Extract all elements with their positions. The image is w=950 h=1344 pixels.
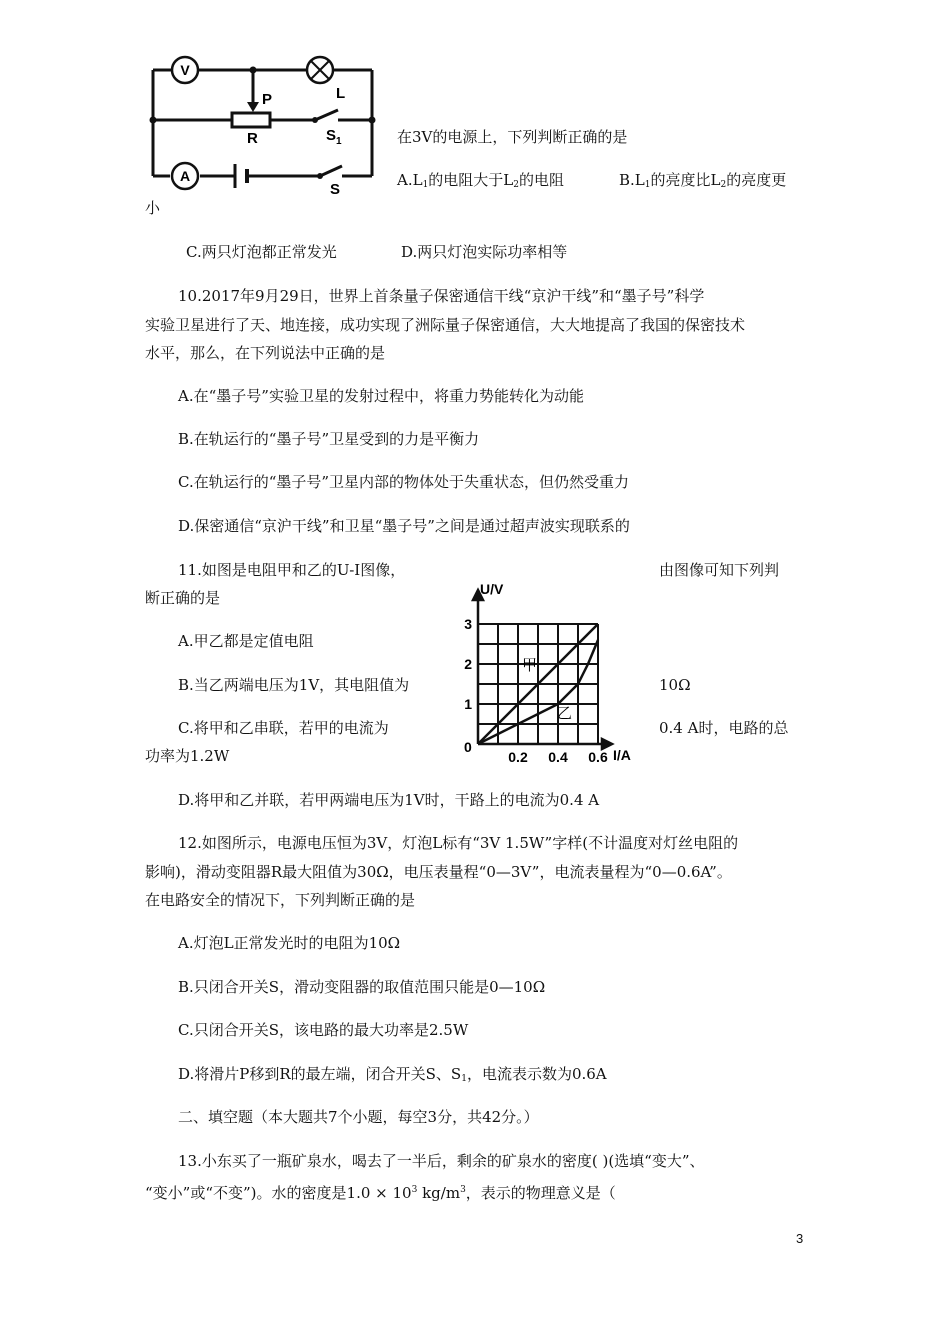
q10-option-d: D.保密通信“京沪干线”和卫星“墨子号”之间是通过超声波实现联系的: [178, 517, 630, 535]
q11-option-c-right: 0.4 A时，电路的总: [659, 719, 789, 737]
q12-option-a: A.灯泡L正常发光时的电阻为10Ω: [178, 934, 401, 952]
q10-stem-line1: 10.2017年9月29日，世界上首条量子保密通信干线“京沪干线”和“墨子号”科学: [178, 287, 705, 305]
q12-stem-line3: 在电路安全的情况下，下列判断正确的是: [145, 891, 416, 909]
switch-s-label: S: [330, 181, 341, 198]
voltmeter-label: V: [180, 62, 190, 78]
q9-option-b: $B.L_1$的亮度比$L_2$的亮度更: [619, 171, 787, 190]
y-axis-label: U/V: [480, 581, 504, 597]
x-tick-label: 0.6: [588, 749, 608, 765]
q11-option-d: D.将甲和乙并联，若甲两端电压为1V时，干路上的电流为0.4 A: [178, 791, 600, 809]
q11-stem-right: 由图像可知下列判: [659, 561, 780, 579]
q10-option-b: B.在轨运行的“墨子号”卫星受到的力是平衡力: [178, 430, 480, 448]
y-tick-label: 3: [464, 616, 472, 632]
lamp-symbol: [307, 57, 333, 83]
section-heading: 二、填空题（本大题共7个小题，每空3分，共42分。）: [178, 1108, 539, 1126]
q11-option-c-left: C.将甲和乙串联，若甲的电流为: [178, 719, 389, 737]
u-i-graph: [440, 580, 640, 770]
ammeter-label: A: [179, 168, 191, 184]
q9-intro-tail: 在3V的电源上，下列判断正确的是: [397, 128, 628, 146]
page-number: 3: [796, 1231, 804, 1246]
q11-stem-wrap: 断正确的是: [145, 589, 221, 607]
q11-stem-left: 11.如图是电阻甲和乙的U-I图像，: [178, 561, 406, 579]
x-axis-label: I/A: [613, 747, 631, 763]
lamp-label: L: [336, 85, 346, 102]
origin-label: 0: [464, 739, 472, 755]
q12-stem-line1: 12.如图所示，电源电压恒为3V，灯泡L标有“3V 1.5W”字样(不计温度对灯丝电阻的: [178, 834, 739, 852]
switch-s1-label: $S_1$: [326, 127, 342, 147]
q12-option-c: C.只闭合开关S，该电路的最大功率是2.5W: [178, 1021, 469, 1039]
curve-label-yi: 乙: [557, 705, 573, 722]
q10-stem-line3: 水平，那么，在下列说法中正确的是: [145, 344, 386, 362]
q12-option-d: D.将滑片P移到R的最左端，闭合开关S、$S_1$，电流表示数为0.6A: [178, 1065, 607, 1084]
q9-option-a: $A.L_1$的电阻大于$L_2$的电阻: [397, 171, 565, 190]
q9-option-c: C.两只灯泡都正常发光: [186, 243, 337, 261]
y-tick-label: 2: [464, 656, 472, 672]
rheostat-label: R: [247, 130, 258, 147]
q11-option-b-left: B.当乙两端电压为1V，其电阻值为: [178, 676, 410, 694]
curve-label-jia: 甲: [522, 657, 538, 674]
y-tick-label: 1: [464, 696, 472, 712]
q11-option-b-right: 10Ω: [659, 676, 691, 694]
q9-option-b-wrap: 小: [145, 199, 161, 217]
q12-stem-line2: 影响)，滑动变阻器R最大阻值为30Ω，电压表量程“0—3V”，电流表量程为“0—0.6A”。: [145, 863, 732, 881]
q10-option-c: C.在轨运行的“墨子号”卫星内部的物体处于失重状态，但仍然受重力: [178, 473, 630, 491]
q13-stem-line2: “变小”或“不变”)。水的密度是$1.0 \times 10^3$ $kg/m^3$，表示的物理意义是（: [145, 1184, 616, 1202]
q10-option-a: A.在“墨子号”实验卫星的发射过程中，将重力势能转化为动能: [178, 387, 584, 405]
circuit-diagram: [140, 50, 390, 200]
q11-option-a: A.甲乙都是定值电阻: [178, 632, 314, 650]
q9-option-d: D.两只灯泡实际功率相等: [401, 243, 568, 261]
x-tick-label: 0.4: [548, 749, 568, 765]
voltmeter-symbol: [172, 57, 198, 83]
ammeter-symbol: [172, 163, 198, 189]
q12-option-b: B.只闭合开关S，滑动变阻器的取值范围只能是0—10Ω: [178, 978, 546, 996]
q11-option-c-wrap: 功率为1.2W: [145, 747, 230, 765]
slider-label: P: [262, 91, 273, 108]
q13-stem-line1: 13.小东买了一瓶矿泉水，喝去了一半后，剩余的矿泉水的密度( )(选填“变大”、: [178, 1152, 705, 1170]
x-tick-label: 0.2: [508, 749, 528, 765]
q10-stem-line2: 实验卫星进行了天、地连接，成功实现了洲际量子保密通信，大大地提高了我国的保密技术: [145, 316, 746, 334]
